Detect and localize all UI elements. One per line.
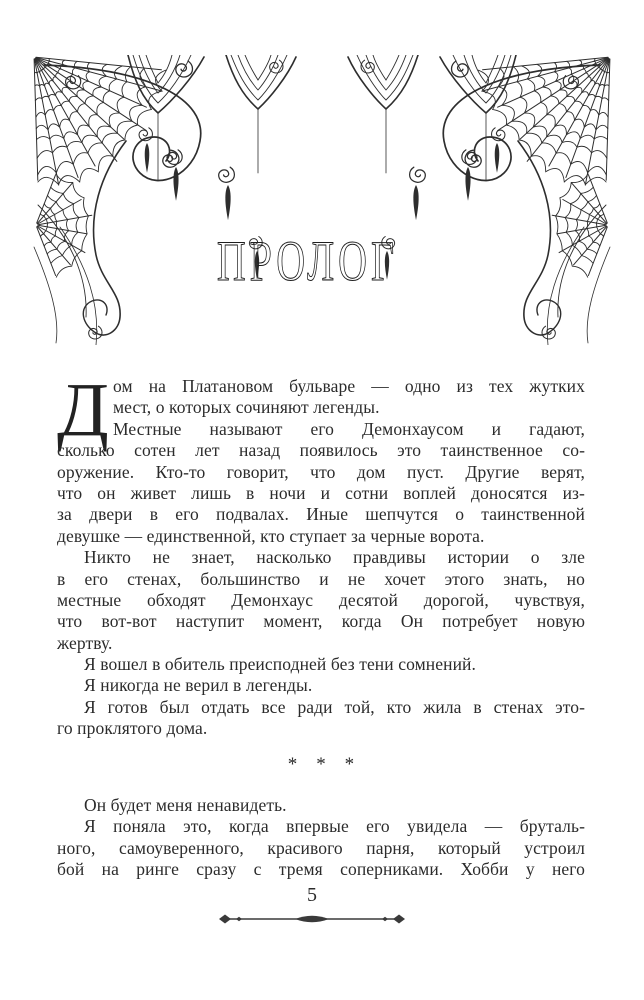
text-line: мест, о которых сочиняют легенды. — [113, 397, 380, 418]
text-line: что вот-вот наступит момент, когда Он потребует новую — [57, 611, 585, 632]
spiderweb-ornament — [30, 55, 614, 345]
text-line: девушке — единственной, кто ступает за черные ворота. — [57, 525, 485, 546]
text-line: в его стенах, большинство и не хочет этого знать, но — [57, 568, 585, 589]
chapter-title-text: ПРОЛОГ — [216, 230, 398, 293]
page-number: 5 — [307, 884, 317, 906]
drop-cap: Д — [57, 368, 109, 452]
text-line: за двери в его подвалах. Иные шепчутся о таинственной — [57, 504, 585, 525]
text-line: Я готов был отдать все ради той, кто жила в стенах это- — [84, 696, 585, 717]
text-line: что он живет лишь в ночи и сотни воплей доносятся из- — [57, 482, 585, 503]
text-line: Я никогда не верил в легенды. — [84, 675, 313, 696]
spiderweb-graphic — [30, 55, 614, 345]
text-line: местные обходят Демонхаус десятой дорогой, чувствуя, — [57, 589, 585, 610]
text-line: Местные называют его Демонхаусом и гадают, — [113, 418, 585, 439]
text-line: Я вошел в обитель преисподней без тени сомнений. — [84, 654, 476, 675]
text-line: сколько сотен лет назад появилось это таинственное со- — [57, 440, 585, 461]
text-line: Он будет меня ненавидеть. — [84, 795, 287, 816]
text-line: Никто не знает, насколько правдивы истории о зле — [84, 547, 585, 568]
text-line: го проклятого дома. — [57, 718, 208, 739]
footer-divider — [217, 911, 407, 927]
text-line: Я поняла это, когда впервые его увидела — бруталь- — [84, 816, 585, 837]
chapter-title — [30, 231, 584, 294]
text-line: ного, самоуверенного, красивого парня, который устроил — [57, 837, 585, 858]
scene-break: * * * — [287, 753, 355, 775]
body-text — [57, 368, 585, 881]
text-line: оружение. Кто-то говорит, что дом пуст. Другие верят, — [57, 461, 585, 482]
text-line: бой на ринге сразу с тремя соперниками. Хобби у него — [57, 859, 585, 880]
text-line: жертву. — [57, 632, 113, 653]
text-line: ом на Платановом бульваре — одно из тех жутких — [113, 376, 585, 396]
